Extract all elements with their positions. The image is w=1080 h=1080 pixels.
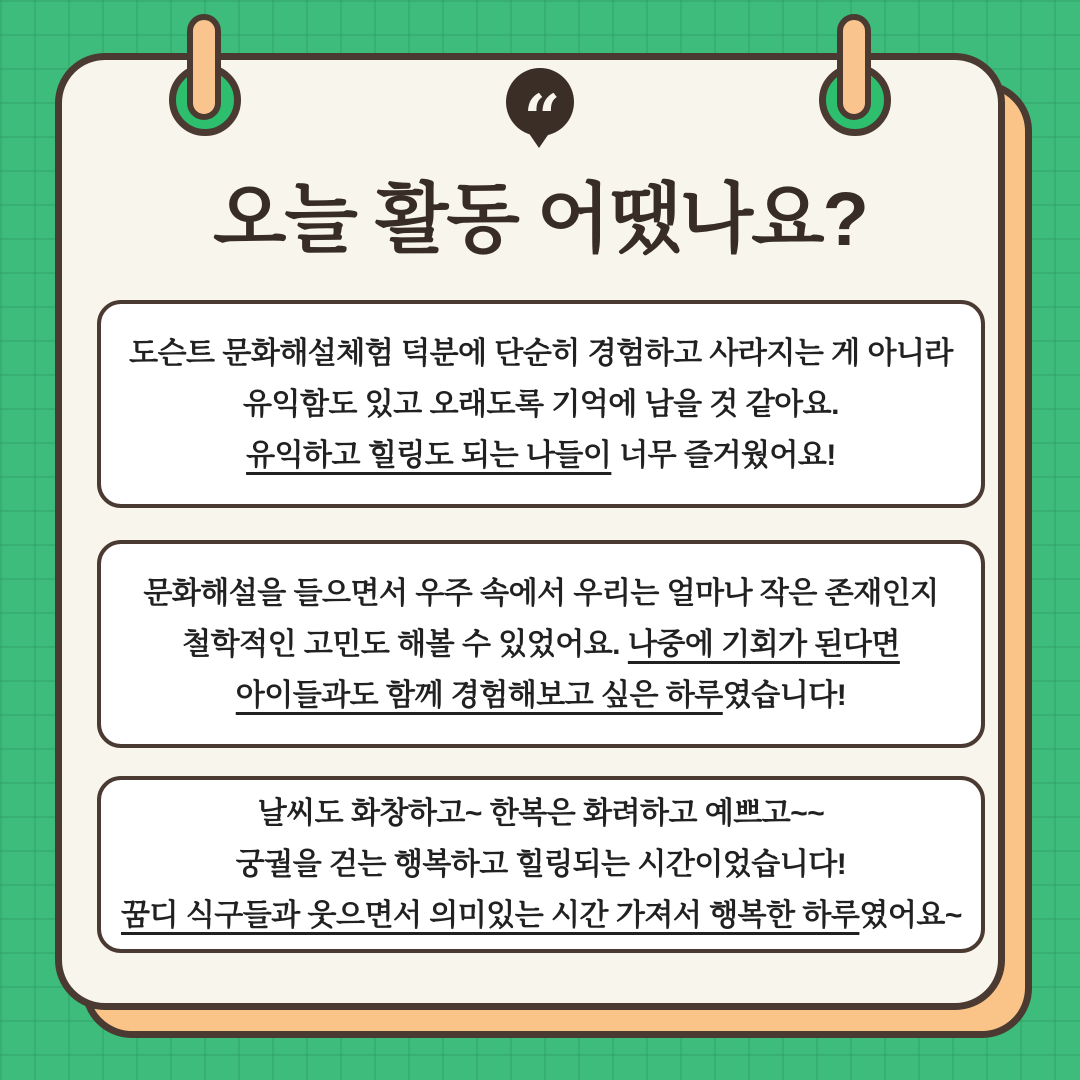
quote-box <box>97 540 985 748</box>
quote-text: 문화해설을 들으면서 우주 속에서 우리는 얼마나 작은 존재인지 <box>143 576 939 610</box>
quote-line <box>121 788 961 839</box>
quote-text: 날씨도 화창하고~ 한복은 화려하고 예쁘고~~ <box>257 797 825 830</box>
speech-bubble-quote-icon <box>506 68 574 156</box>
quote-text: 였습니다! <box>722 678 847 712</box>
quote-line <box>121 839 961 890</box>
quote-line <box>121 670 961 721</box>
quote-text-underlined: 나중에 기회가 된다면 <box>627 627 900 661</box>
quote-box <box>97 300 985 508</box>
quote-text: 궁궐을 걷는 행복하고 힐링되는 시간이었습니다! <box>235 848 847 881</box>
quote-line <box>121 619 961 670</box>
speech-bubble-tail <box>528 132 550 148</box>
quote-text: 였어요~ <box>859 899 962 932</box>
pin-strap-icon <box>187 14 221 120</box>
quote-text: 유익함도 있고 오래도록 기억에 남을 것 같아요. <box>243 387 839 421</box>
quote-text: 너무 즐거웠어요! <box>611 438 836 472</box>
pin-right <box>817 0 893 140</box>
quote-text-underlined: 꿈디 식구들과 웃으면서 의미있는 시간 가져서 행복한 하루 <box>121 899 860 932</box>
quote-line <box>121 379 961 430</box>
quote-line <box>121 430 961 481</box>
quote-line <box>121 568 961 619</box>
page-title: 오늘 활동 어땠나요? <box>213 177 867 262</box>
quote-line <box>121 890 961 941</box>
quote-box <box>97 776 985 953</box>
quote-glyph: “ <box>523 81 557 156</box>
pin-left <box>167 0 243 140</box>
pin-strap-icon <box>837 14 871 120</box>
quote-text-underlined: 아이들과도 함께 경험해보고 싶은 하루 <box>235 678 723 712</box>
quote-text: 철학적인 고민도 해볼 수 있었어요. <box>182 627 628 661</box>
quote-line <box>121 328 961 379</box>
quote-text: 도슨트 문화해설체험 덕분에 단순히 경험하고 사라지는 게 아니라 <box>129 336 953 370</box>
quote-text-underlined: 유익하고 힐링도 되는 나들이 <box>246 438 612 472</box>
